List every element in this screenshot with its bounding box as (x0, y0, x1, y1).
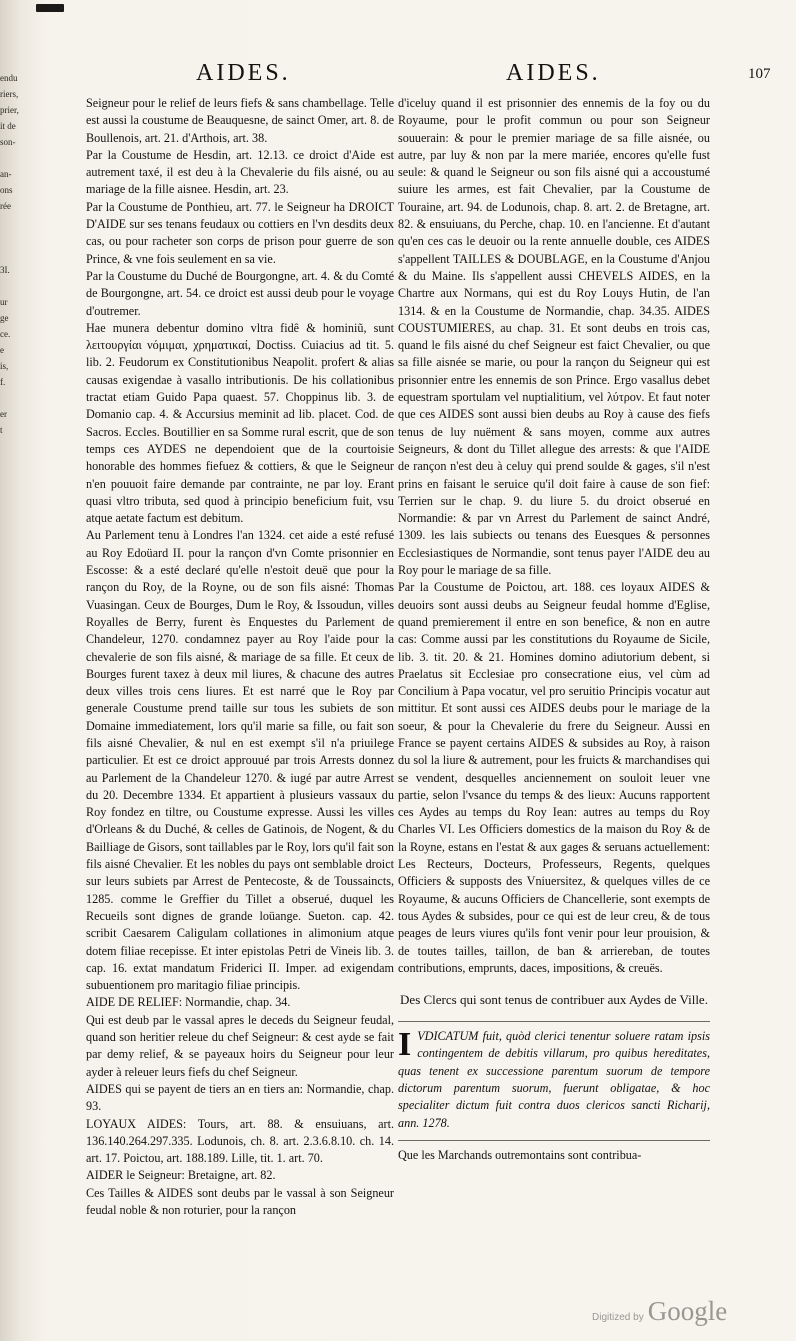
left-paragraph: Par la Coustume de Ponthieu, art. 77. le Seigneur ha DROICT D'AIDE sur ses tenans feudaux ou cottiers en l'vn desdits deux cas, ou pour racheter son corps de prison pour guerre de son Prince, & vne fois seulement en sa vie. (86, 199, 394, 266)
left-paragraph: Au Parlement tenu à Londres l'an 1324. cet aide a esté refusé au Roy Edoüard II. pour la rançon d'vn Comte prisonnier en Escosse: & a esté declaré qu'elle n'estoit deuë que pour la rançon du Roy, de la Royne, ou de son fils aisné: Thomas Vuasingan. Ceux de Bourges, Dum le Roy, & Issoudun, villes Royalles de Berry, furent ès Enquestes du Parlement de Chandeleur, 1270. condamnez payer au Roy l'aide pour la chevalerie de son fils aisné, & mariage de sa fille. Et ceux de Bourges furent taxez à deux mil liures, & chacune des autres deux villes trois cens liures. Et est narré que le Roy par generale Coustume prend taille sur tous les subiets de son Domaine immediatement, lors qu'il marie sa fille, ou fait son fils aisné Chevalier, & nul en est exempt s'il n'a priuilege particulier. Et est ce droict approuué par trois Arrests donnez au Parlement de la Chandeleur 1270. & iugé par autre Arrest du 20. Decembre 1334. Et appartient à plusieurs vassaux du Roy fondez en tiltre, ou Coustume expresse. Aussi les villes d'Orleans & du Duché, & celles de Gatinois, de Nogent, & du Bailliage de Gisors, sont taillables par le Roy, lors qu'il fait son fils aisné Chevalier. Et les nobles du pays ont semblable droict sur leurs subiets par Arrest de Pentecoste, & de Toussaincts, 1285. comme le Greffier du Tillet a obserué, duquel les Recueils sont dignes de grande loüange. Sueton. cap. 42. scribit Caesarem Caligulam collationes in alimonium atque dotem filiae recepisse. Et inter epistolas Petri de Vineis lib. 3. cap. 16. extat mandatum Friderici II. Imper. ad exigendam subuentionem pro maritagio filiae principis. (86, 528, 394, 993)
left-paragraph: Seigneur pour le relief de leurs fiefs & sans chambellage. Telle est aussi la coustume de Beauquesne, de sainct Omer, art. 8. de Boullenois, art. 21. d'Arthois, art. 38. (86, 96, 394, 145)
left-paragraph: Hae munera debentur domino vltra fidê & hominiũ, sunt λειτουργίαι νόμιμαι, χρηματικαί, Doctiss. Cuiacius ad tit. 5. lib. 2. Feudorum ex Constitutionibus Neapolit. profert & alias causas exigendae à vasallo intributionis. De his collationibus tractat etiam Guido Papa quaest. 57. Choppinus lib. 3. de Domanio cap. 4. & Accursius meminit ad lib. placet. Cod. de Sacros. Eccles. Boutillier en sa Somme rural escrit, que de son temps ces AYDES ne dependoient que de la courtoisie honorable des hommes fiefuez & cottiers, & que le Seigneur n'en pouuoit faire demande par contrainte, ne par loy. Erant quasi vltro tributa, sed quod à principio beneficium fuit, vsu atque aetate factum est debitum. (86, 320, 394, 526)
left-paragraph: Qui est deub par le vassal apres le deceds du Seigneur feudal, quand son heritier releue du chef Seigneur: & cest ayde se fait par demy relief, & se payeaux hoirs du Seigneur pour leur ayder à releuer leurs fiefs du chef Seigneur. (86, 1012, 394, 1079)
right-paragraph: Par la Coustume de Poictou, art. 188. ces loyaux AIDES & deuoirs sont aussi deubs au Seigneur feudal homme d'Eglise, quand premierement il entre en son benefice, & non en autre cas: Comme aussi par les constitutions du Royaume de Sicile, lib. 3. tit. 20. & 21. Homines domino adiutorium debent, si Praelatus sit Ecclesiae pro consecratione eius, vel cùm ad Concilium à Papa vocatur, vel pro seruitio Principis vocatur aut mittitur. Et sont aussi ces AIDES deubs pour le mariage de la soeur, & pour la Chevalerie du frere du Seigneur. Aussi en France se payent certains AIDES & subsides au Roy, à raison du sol la liure & autrement, pour les fruicts & marchandises qui se vendent, desquelles anciennement on souloit leuer vne partie, selon l'vsance du temps & des lieux: Aucuns rapportent ces Aydes au temps du Roy Iean: autres au temps du Roy Charles VI. Les Officiers domestics de la maison du Roy & de la Royne, estans en l'estat & aux gages & seruans actuellement: Les Recteurs, Docteurs, Professeurs, Regents, quelques Officiers & supposts des Vniuersitez, & quelques villes de ce Royaume, & aucuns Officiers de Chancellerie, sont exempts de tous Aydes & subsides, pour ce qui est de leur creu, & de tous peages de leurs viures qu'ils font venir pour leur prouision, & de toutes tailles, taillon, de ban & arriereban, de toutes contributions, emprunts, daces, impositions, & creuës. (398, 580, 710, 975)
section-rule (398, 1021, 710, 1022)
left-paragraph: LOYAUX AIDES: Tours, art. 88. & ensuiuans, art. 136.140.264.297.335. Lodunois, ch. 8. art. 2.3.6.8.10. ch. 14. art. 17. Poictou, art. 188.189. Lille, tit. 1. art. 70. (86, 1116, 394, 1166)
left-paragraph: Ces Tailles & AIDES sont deubs par le vassal à son Seigneur feudal noble & non roturier, pour la rançon (86, 1185, 394, 1217)
left-paragraph: Par la Coustume du Duché de Bourgongne, art. 4. & du Comté de Bourgongne, art. 54. ce droict est aussi deub pour le voyage d'outremer. (86, 268, 394, 318)
left-paragraph: AIDES qui se payent de tiers an en tiers an: Normandie, chap. 93. (86, 1081, 394, 1114)
page-number: 107 (748, 66, 771, 82)
watermark-prefix: Digitized by (592, 1312, 644, 1323)
left-paragraph: Par la Coustume de Hesdin, art. 12.13. ce droict d'Aide est autrement taxé, il est deu à la Chevalerie du fils aisné, ou au mariage de la fille aisnee. Hesdin, art. 23. (86, 147, 394, 197)
left-paragraph: AIDE DE RELIEF: Normandie, chap. 34. (86, 995, 291, 1010)
left-paragraph: AIDER le Seigneur: Bretaigne, art. 82. (86, 1168, 276, 1183)
left-column (86, 95, 394, 1219)
section-body-text: VDICATUM fuit, quòd clerici tenentur soluere ratam ipsis contingentem de debitis villarum, pro quibus hereditates, quas tenent ex successione parentum suorum de tempore dictorum parentum suorum, fuerunt obligatae, & hoc specialiter dictum fuit contra duos clericos sancti Richarij, ann. 1278. (398, 1029, 710, 1130)
running-head-left: AIDES. (196, 60, 291, 86)
running-head-right: AIDES. (506, 60, 601, 86)
section-heading: Des Clercs qui sont tenus de contribuer aux Aydes de Ville. (400, 992, 708, 1008)
right-column (398, 95, 710, 1164)
catch-line: Que les Marchands outremontains sont contribua- (398, 1147, 642, 1162)
drop-capital: I (398, 1026, 412, 1064)
google-logo: Google (647, 1296, 728, 1326)
ink-mark (36, 4, 64, 12)
section-body (398, 1028, 710, 1132)
previous-page-margin-text: endu riers, prier, it de son- an- ons rée 3I. ur ge ce. e is, f. er t (0, 73, 19, 435)
right-paragraph: d'iceluy quand il est prisonnier des ennemis de la foy ou du Royaume, pour le profit commun ou pour son Seigneur souuerain: & pour le premier mariage de sa fille aisnée, ou autre, par luy & non par la mere mariée, encores qu'elle fust seule: & quand le Seigneur ou son fils aisné qui a accoustumé suiure les armes, est fait Chevalier, par la Coustume de Touraine, art. 94. de Lodunois, chap. 8. art. 2. de Bretagne, art. 82. & ensuiuans, du Perche, chap. 10. en l'ancienne. Et d'autant qu'en ces cas le deuoir ou la rente annuelle double, ces AIDES s'appellent TAILLES & DOUBLAGE, en la Coustume d'Anjou & du Maine. Ils s'appellent aussi CHEVELS AIDES, en la Chartre aux Normans, qui est du Roy Louys Hutin, de l'an 1314. & en la Coustume de Normandie, chap. 34.35. AIDES COUSTUMIERES, au chap. 31. Et sont deubs en trois cas, quand le fils aisné du chef Seigneur est faict Chevalier, ou que sa fille aisnée se marie, ou pour la rançon du Seigneur qui est prisonnier entre les ennemis de son Prince. Ergo vasallus debet equestram sportulam vel nuptialitium, vel λύτρον. Et faut noter que ces AIDES sont aussi bien deubs au Roy à cause des fiefs tenus de luy nuëment & sans moyen, comme aux autres Seigneurs, & dont du Tillet allegue des arrests: & que l'AIDE de rançon n'est deu à celuy qui prend soulde & gages, s'il n'est prins en faisant le seruice qu'il doit faire à cause de son fief: Terrien sur le chap. 9. du liure 5. du droict obserué en Normandie: & par vn Arrest du Parlement de sainct André, 1309. les lais subiects ou tenans des Euesques & personnes Ecclesiastiques de Normandie, sont tenus payer l'AIDE deu au Roy pour le mariage de sa fille. (398, 96, 710, 578)
right-paragraphs (398, 95, 710, 977)
section-rule-bottom (398, 1140, 710, 1141)
google-watermark (592, 1296, 727, 1327)
